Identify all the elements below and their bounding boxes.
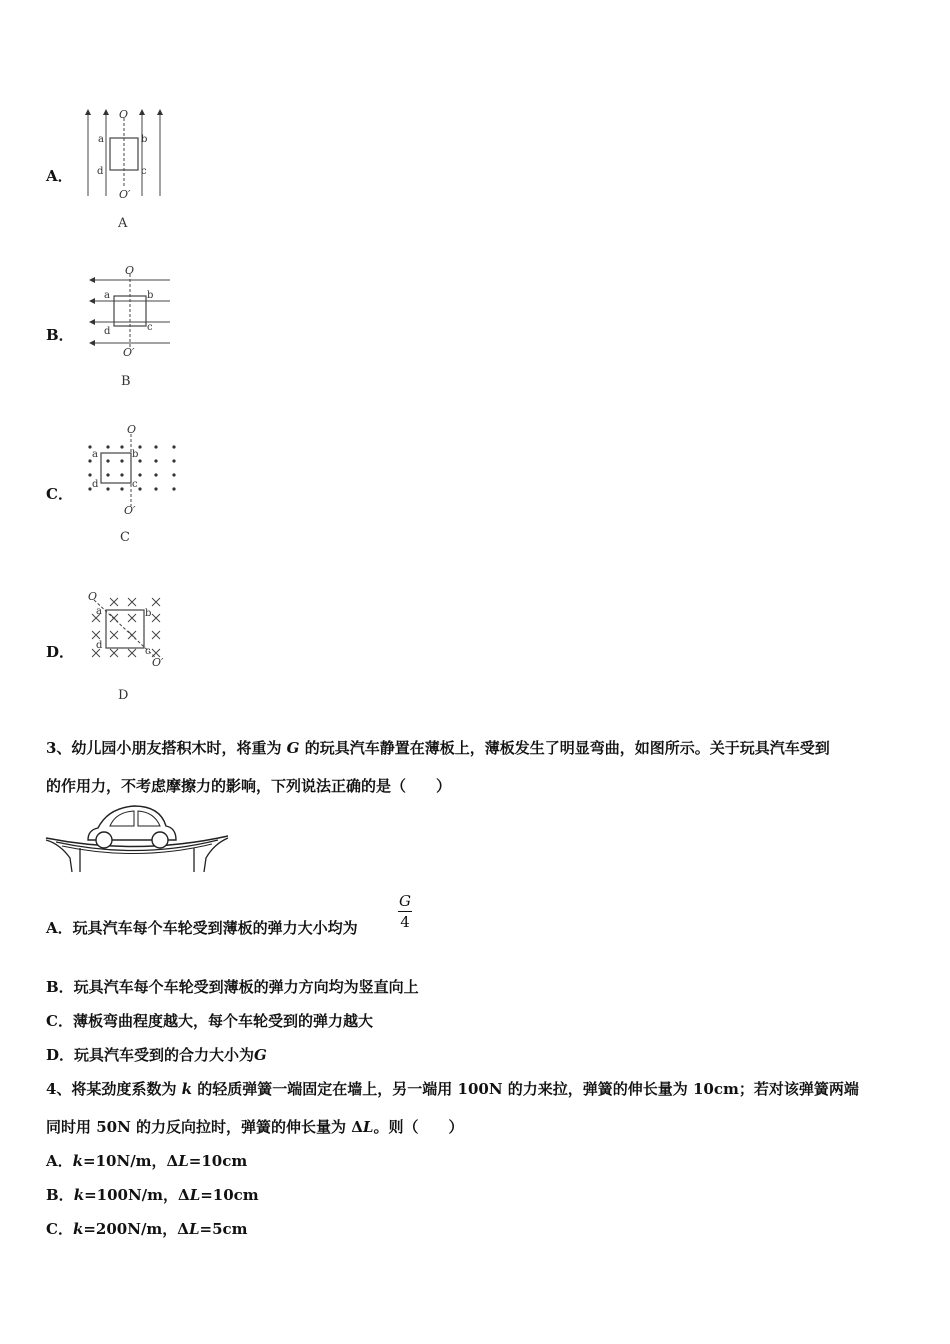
option-b-letter: B． (46, 326, 74, 344)
svg-text:d: d (96, 640, 103, 651)
figure-c-caption: C (120, 530, 130, 545)
svg-text:b: b (147, 290, 154, 301)
q3-option-a[interactable]: A．玩具汽车每个车轮受到薄板的弹力大小均为 (46, 919, 358, 937)
svg-text:O: O (88, 590, 98, 603)
svg-text:d: d (104, 326, 111, 337)
toy-car-on-bent-board-figure (42, 800, 234, 876)
q3-option-b[interactable]: B．玩具汽车每个车轮受到薄板的弹力方向均为竖直向上 (46, 978, 419, 996)
q3-stem-line1: 3、幼儿园小朋友搭积木时，将重为 G 的玩具汽车静置在薄板上，薄板发生了明显弯曲，如图所示。关于玩具汽车受到 (46, 739, 830, 757)
svg-text:O′: O′ (124, 504, 136, 517)
q4-option-b[interactable]: B．k=100N/m，ΔL=10cm (46, 1186, 259, 1204)
svg-text:b: b (141, 134, 148, 145)
label-o: O (119, 108, 129, 121)
figure-a-vertical-field-diagram (78, 104, 173, 204)
svg-text:O: O (127, 423, 137, 436)
svg-text:a: a (96, 606, 102, 617)
svg-text:c: c (145, 646, 151, 657)
figure-b-caption: B (121, 374, 131, 389)
svg-text:a: a (98, 134, 104, 145)
svg-text:c: c (147, 322, 153, 333)
figure-c-dots-field-diagram (84, 420, 184, 518)
q4-option-c[interactable]: C．k=200N/m，ΔL=5cm (46, 1220, 248, 1238)
label-o-prime: O′ (119, 188, 131, 201)
q4-stem-line2: 同时用 50N 的力反向拉时，弹簧的伸长量为 ΔL。则（ ） (46, 1118, 464, 1136)
option-c-letter: C． (46, 485, 73, 503)
svg-text:d: d (97, 166, 104, 177)
svg-text:a: a (104, 290, 110, 301)
q3-option-c[interactable]: C．薄板弯曲程度越大，每个车轮受到的弹力越大 (46, 1012, 373, 1030)
q3-stem-line2: 的作用力，不考虑摩擦力的影响，下列说法正确的是（ ） (46, 777, 452, 795)
svg-text:b: b (145, 608, 152, 619)
svg-text:a: a (92, 449, 98, 460)
svg-text:O′: O′ (152, 656, 164, 669)
svg-text:O: O (125, 264, 135, 277)
svg-text:b: b (132, 449, 139, 460)
figure-d-caption: D (118, 688, 129, 703)
figure-b-horizontal-field-diagram (84, 262, 176, 360)
svg-text:c: c (132, 479, 138, 490)
q3-option-d[interactable]: D．玩具汽车受到的合力大小为G (46, 1046, 267, 1064)
figure-d-crosses-field-diagram (82, 586, 182, 672)
svg-text:O′: O′ (123, 346, 135, 359)
q4-stem-line1: 4、将某劲度系数为 k 的轻质弹簧一端固定在墙上，另一端用 100N 的力来拉，弹簧的伸长量为 10cm；若对该弹簧两端 (46, 1080, 859, 1098)
q4-option-a[interactable]: A．k=10N/m，ΔL=10cm (46, 1152, 248, 1170)
option-a-letter: A． (46, 167, 73, 185)
option-d-letter: D． (46, 643, 75, 661)
svg-text:c: c (141, 166, 147, 177)
figure-a-caption: A (118, 216, 128, 231)
svg-text:d: d (92, 479, 99, 490)
fraction-g-over-4: G 4 (399, 892, 411, 931)
